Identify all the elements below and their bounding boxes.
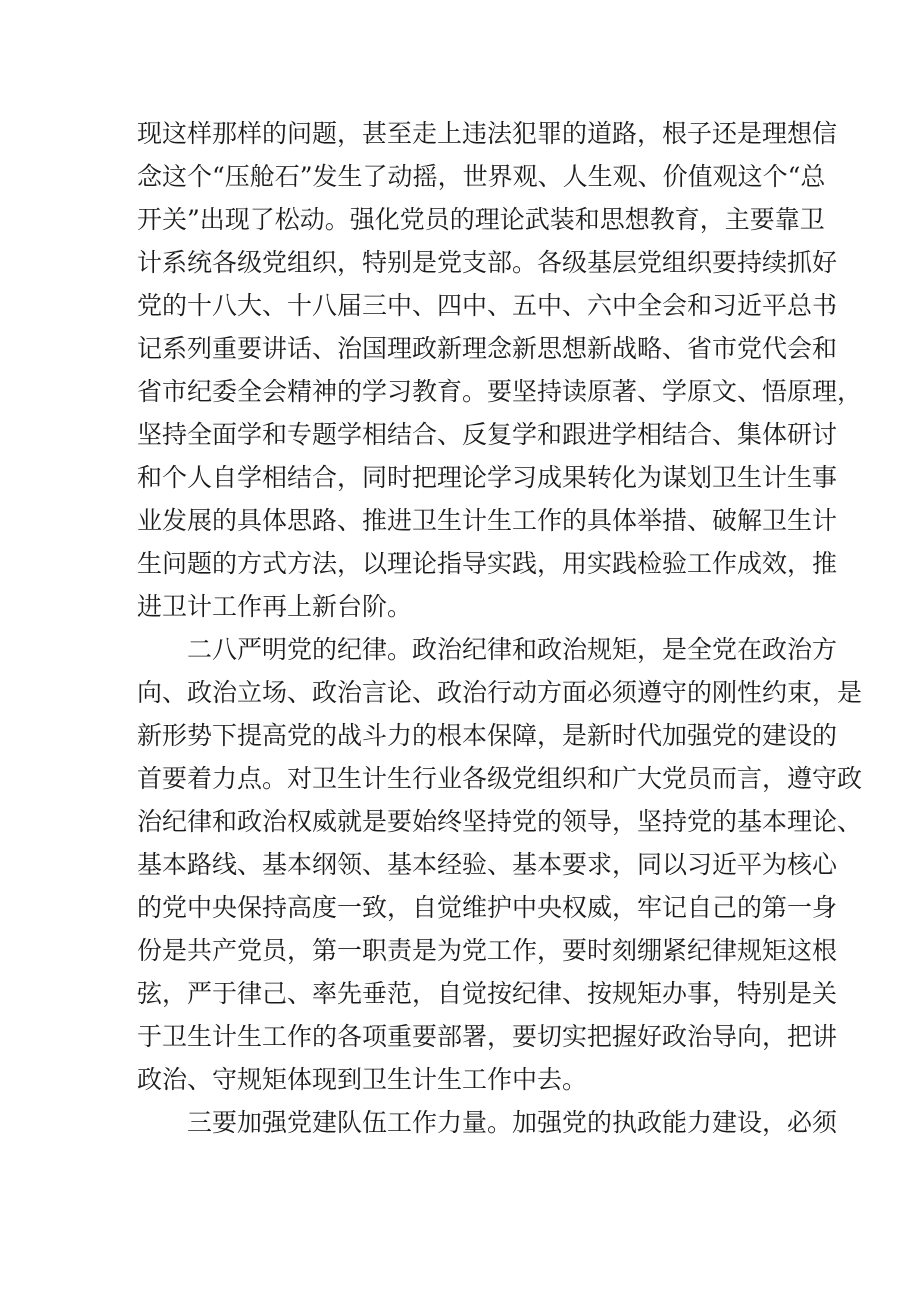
paragraph-first-line: 二八严明党的纪律。政治纪律和政治规矩，是全党在政治方: [187, 635, 838, 664]
text-line: 的党中央保持高度一致，自觉维护中央权威，牢记自己的第一身: [137, 893, 838, 922]
text-line: 于卫生计生工作的各项重要部署，要切实把握好政治导向，把讲: [137, 1022, 838, 1051]
paragraph-first-line: 三要加强党建队伍工作力量。加强党的执政能力建设，必须: [187, 1108, 838, 1137]
text-line: 份是共产党员，第一职责是为党工作，要时刻绷紧纪律规矩这根: [137, 936, 838, 965]
paragraph-end-line: 进卫计工作再上新台阶。: [137, 592, 413, 621]
text-line: 念这个“压舱石”发生了动摇，世界观、人生观、价值观这个“总: [137, 162, 826, 191]
paragraph-end-line: 政治、守规矩体现到卫生计生工作中去。: [137, 1065, 588, 1094]
text-line: 坚持全面学和专题学相结合、反复学和跟进学相结合、集体研讨: [137, 420, 838, 449]
text-line: 向、政治立场、政治言论、政治行动方面必须遵守的刚性约束，是: [137, 678, 863, 707]
text-line: 省市纪委全会精神的学习教育。要坚持读原著、学原文、悟原理，: [137, 377, 863, 406]
text-line: 业发展的具体思路、推进卫生计生工作的具体举措、破解卫生计: [137, 506, 838, 535]
text-line: 记系列重要讲话、治国理政新理念新思想新战略、省市党代会和: [137, 334, 838, 363]
text-line: 党的十八大、十八届三中、四中、五中、六中全会和习近平总书: [137, 291, 838, 320]
text-line: 基本路线、基本纲领、基本经验、基本要求，同以习近平为核心: [137, 850, 838, 879]
text-line: 新形势下提高党的战斗力的根本保障，是新时代加强党的建设的: [137, 721, 838, 750]
text-line: 生问题的方式方法，以理论指导实践，用实践检验工作成效，推: [137, 549, 838, 578]
text-line: 弦，严于律己、率先垂范，自觉按纪律、按规矩办事，特别是关: [137, 979, 838, 1008]
text-line: 和个人自学相结合，同时把理论学习成果转化为谋划卫生计生事: [137, 463, 838, 492]
text-line: 现这样那样的问题，甚至走上违法犯罪的道路，根子还是理想信: [137, 119, 838, 148]
text-line: 首要着力点。对卫生计生行业各级党组织和广大党员而言，遵守政: [137, 764, 863, 793]
text-line: 计系统各级党组织，特别是党支部。各级基层党组织要持续抓好: [137, 248, 838, 277]
text-line: 治纪律和政治权威就是要始终坚持党的领导，坚持党的基本理论、: [137, 807, 863, 836]
text-line: 开关”出现了松动。强化党员的理论武装和思想教育，主要靠卫: [137, 205, 825, 234]
